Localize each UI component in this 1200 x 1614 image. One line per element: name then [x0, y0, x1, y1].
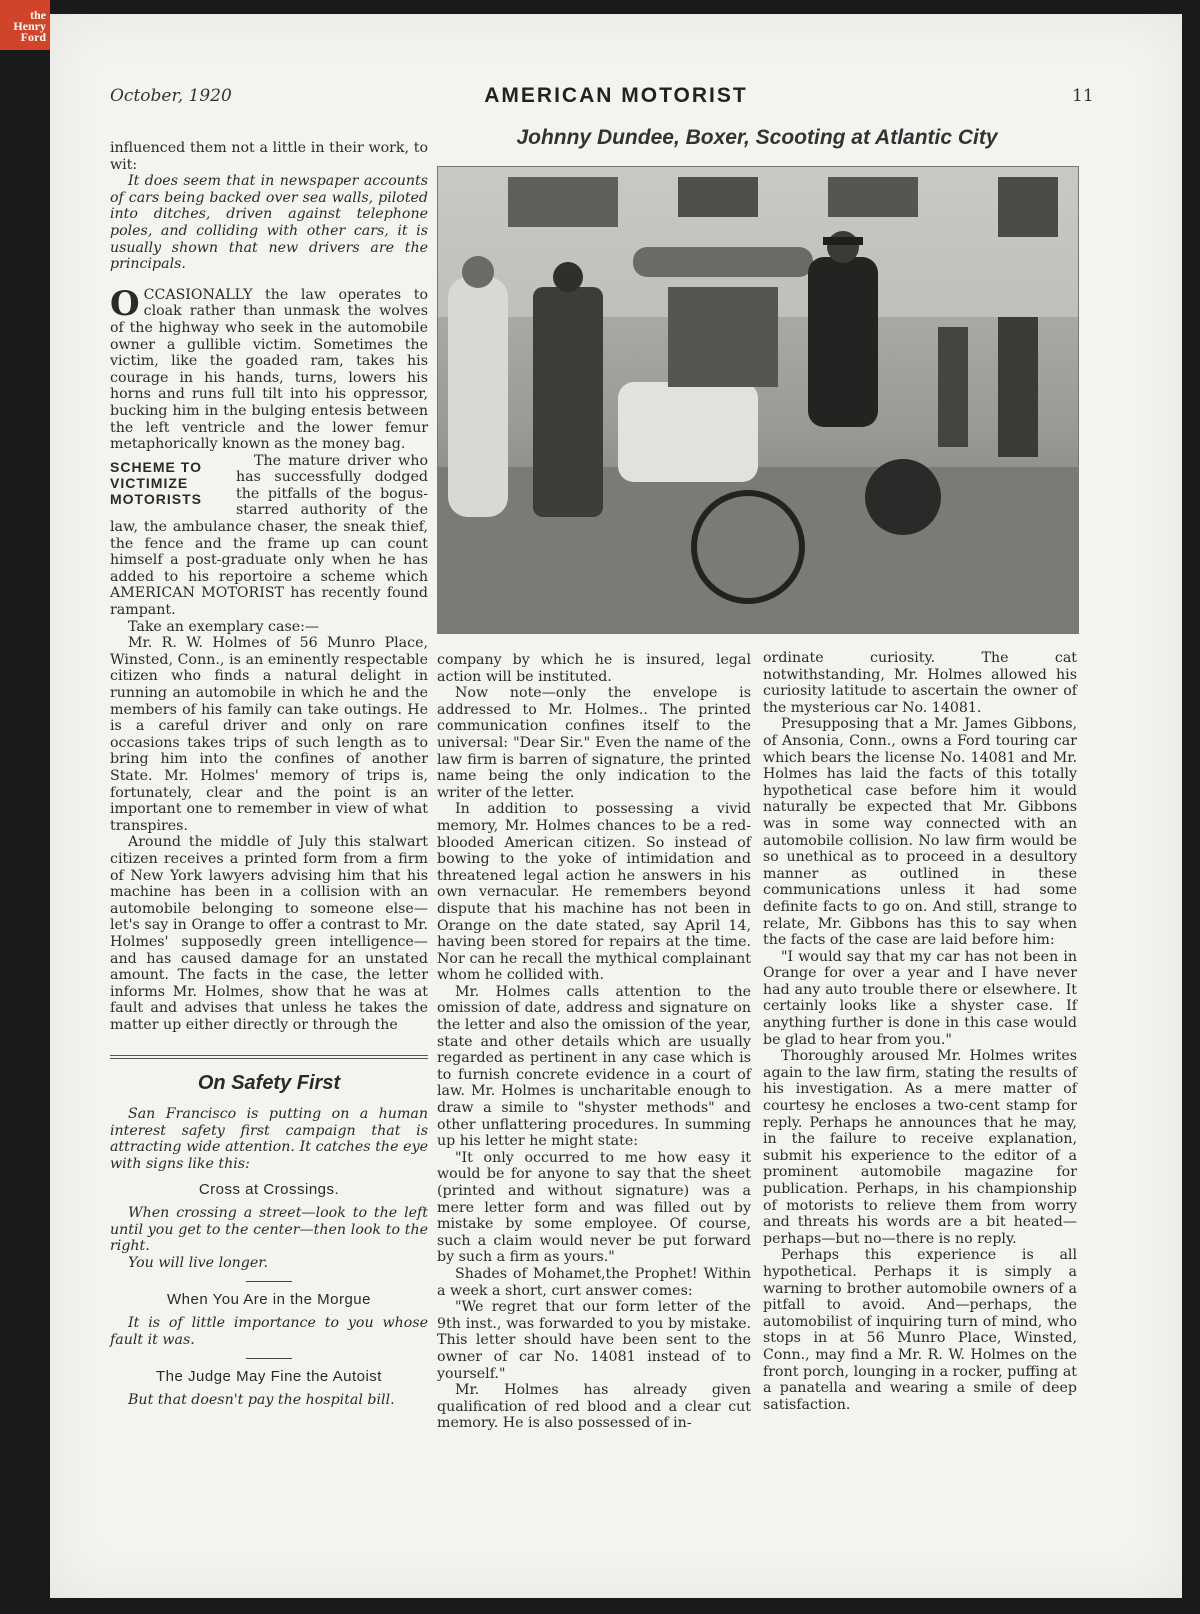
safety-first-box	[110, 1072, 428, 1408]
intro-text: influenced them not a little in their work, to wit:	[110, 140, 428, 173]
sign-body: But that doesn't pay the hospital bill.	[128, 1391, 395, 1408]
short-divider	[246, 1281, 292, 1282]
lead-text: CCASIONALLY the law operates to cloak rather than unmask the wolves of the highway who seek in the automobile owner a gullible victim. Sometimes the victim, like the goaded ram, takes his courage in his hands, turns, lowers his horns and runs full tilt into his oppressor, bucking him in the bulging entesis between the left ventricle and the lower femur metaphorically known as the money bag.	[110, 286, 428, 453]
paragraph: Mr. R. W. Holmes of 56 Munro Place, Winsted, Conn., is an eminently respectable citizen who finds a natural delight in running an automobile in which he and the members of his family can take outings. He is a careful driver and only on rare occasions takes trips of such length as to bring him into the confines of another State. Mr. Holmes' memory of trips is, fortunately, clear and the point is an important one to remember in view of what transpires.	[110, 635, 428, 834]
magazine-title: AMERICAN MOTORIST	[484, 84, 748, 107]
paragraph: Take an exemplary case:—	[128, 618, 320, 635]
drop-cap: O	[110, 283, 140, 324]
safety-title: On Safety First	[197, 1072, 341, 1095]
section-divider	[110, 1055, 428, 1059]
sign-title: Cross at Crossings.	[198, 1181, 340, 1199]
page-number: 11	[1072, 86, 1094, 106]
sign-title: The Judge May Fine the Autoist	[156, 1368, 382, 1386]
paragraph: In addition to possessing a vivid memory, Mr. Holmes chances to be a red-blooded American citizen. So instead of bowing to the yoke of intimidation and threatened legal action he answers in his own vernacular. He remembers beyond dispute that his machine has not been in Orange on the date stated, say April 14, having been stored for repairs at the time. Nor can he recall the mythical complainant whom he collided with.	[437, 801, 751, 984]
paragraph: Mr. Holmes calls attention to the omission of date, address and signature on the letter and also the omission of the year, state and other details which are usually regarded as pertinent in any case which is to furnish concrete evidence in a court of law. Mr. Holmes is uncharitable enough to draw a simile to "shyster methods" and other unflattering procedures. In summing up his letter he might state:	[437, 983, 751, 1150]
column-1	[110, 140, 428, 1408]
paragraph: "It only occurred to me how easy it would be for anyone to say that the sheet (printed and without signature) was a mere letter form and was filled out by mistake by some employee. Of course, such a claim would never be put forward by such a firm as yours."	[437, 1149, 751, 1266]
photo-illustration	[438, 167, 1078, 633]
paragraph: Thoroughly aroused Mr. Holmes writes again to the law firm, stating the results of his investigation. As a mere matter of courtesy he encloses a two-cent stamp for reply. Perhaps he announces that he may, in the failure to receive explanation, submit his experience to the editor of a prominent automobile magazine for publication. Perhaps, in his championship of motorists to relieve them from worry and threats his words are a bit heated—perhaps—but no—there is no reply.	[763, 1048, 1077, 1247]
paragraph: "I would say that my car has not been in Orange for over a year and I have never had any auto trouble there or elsewhere. It certainly looks like a shyster case. If anything further is done in this case would be glad to hear from you."	[763, 948, 1077, 1048]
side-heading: SCHEME TO VICTIMIZE MOTORISTS	[110, 458, 202, 507]
paragraph: The mature driver who has successfully dodged the pitfalls of the bogus-starred authority of the law, the ambulance chaser, the sneak thief, the fence and the frame up can count himself a post-graduate only when he has added to his reportoire a scheme which AMERICAN MOTORIST has recently found rampant.	[110, 452, 428, 619]
paragraph: company by which he is insured, legal action will be instituted.	[437, 652, 751, 685]
paragraph: Perhaps this experience is all hypothetical. Perhaps it is simply a warning to brother automobile owners of a pitfall to avoid. And—perhaps, the automobilist of inquiring turn of mind, who stops in at 56 Munro Place, Winsted, Conn., may find a Mr. R. W. Holmes on the front porch, lounging in a rocker, puffing at a panatella and wearing a smile of deep satisfaction.	[763, 1247, 1077, 1413]
sign-tail: You will live longer.	[128, 1254, 269, 1271]
sign-body: It is of little importance to you whose fault it was.	[110, 1315, 428, 1348]
sign-title: When You Are in the Morgue	[167, 1291, 371, 1309]
paragraph: "We regret that our form letter of the 9th inst., was forwarded to you by mistake. This letter should have been sent to the owner of car No. 14081 instead of to yourself."	[437, 1299, 751, 1382]
photo-caption: Johnny Dundee, Boxer, Scooting at Atlantic City	[516, 126, 998, 149]
magazine-page	[50, 14, 1182, 1598]
photograph	[437, 166, 1079, 634]
article-lead	[110, 283, 428, 453]
paragraph: Presupposing that a Mr. James Gibbons, of Ansonia, Conn., owns a Ford touring car which bears the license No. 14081 and Mr. Holmes has laid the facts of this totally hypothetical case before him it would naturally be expected that Mr. Gibbons was in some way connected with an automobile collision. No law firm would be so unethical as to proceed in a desultory manner as outlined in these communications unless it had some definite facts to go on. And still, strange to relate, Mr. Gibbons has this to say when the facts of the case are laid before him:	[763, 716, 1077, 949]
issue-date: October, 1920	[110, 86, 232, 106]
paragraph: ordinate curiosity. The cat notwithstanding, Mr. Holmes allowed his curiosity latitude to ascertain the owner of the mysterious car No. 14081.	[763, 650, 1077, 716]
henry-ford-logo: the Henry Ford	[0, 0, 50, 50]
paragraph: Shades of Mohamet,the Prophet! Within a week a short, curt answer comes:	[437, 1265, 751, 1299]
paragraph: Mr. Holmes has already given qualification of red blood and a clear cut memory. He is also possessed of in-	[437, 1382, 751, 1432]
paragraph: Around the middle of July this stalwart citizen receives a printed form from a firm of New York lawyers advising him that his machine has been in a collision with an automobile belonging to someone else—let's say in Orange to offer a contrast to Mr. Holmes' supposedly green intelligence—and has caused damage for an unstated amount. The facts in the case, the letter informs Mr. Holmes, show that he was at fault and advises that unless he takes the matter up either directly or through the	[110, 834, 428, 1033]
column-2	[437, 652, 751, 1432]
sign-body: When crossing a street—look to the left until you get to the center—then look to the right.	[110, 1205, 428, 1255]
paragraph: Now note—only the envelope is addressed to Mr. Holmes.. The printed communication confines itself to the universal: "Dear Sir." Even the name of the law firm is barren of signature, the printed name being the only indication to the writer of the letter.	[437, 685, 751, 801]
safety-intro: San Francisco is putting on a human interest safety first campaign that is attracting wide attention. It catches the eye with signs like this:	[110, 1106, 428, 1172]
short-divider	[246, 1358, 292, 1359]
quoted-passage: It does seem that in newspaper accounts of cars being backed over sea walls, piloted into ditches, driven against telephone poles, and colliding with other cars, it is usually shown that new drivers are the principals.	[110, 173, 428, 273]
column-3	[763, 650, 1077, 1413]
